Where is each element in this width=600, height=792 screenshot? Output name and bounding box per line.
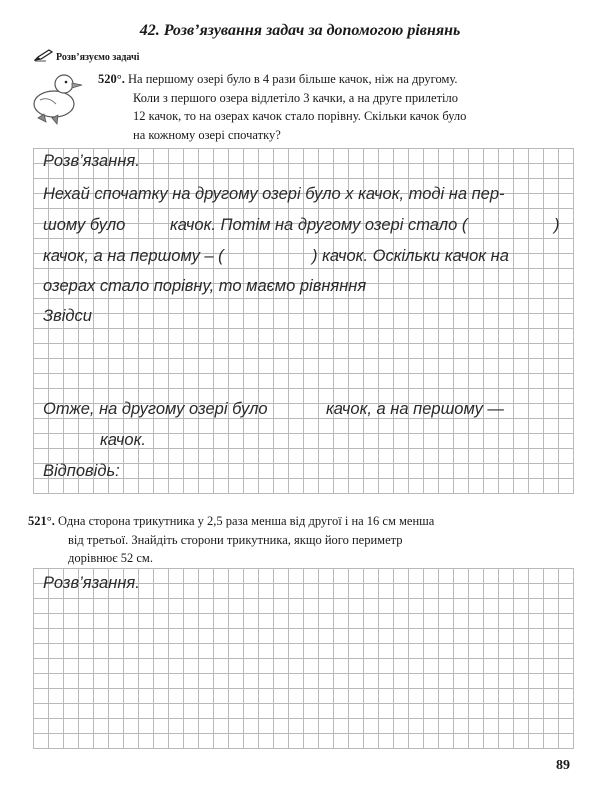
problem-line: Коли з першого озера відлетіло 3 качки, а на друге прилетіло: [133, 90, 459, 105]
problem-number: 520°.: [98, 72, 125, 86]
solution-line: качок.: [100, 431, 146, 449]
problem-line: від третьої. Знайдіть сторони трикутника, якщо його периметр: [68, 532, 403, 547]
solution-line: Нехай спочатку на другому озері було x качок, тоді на пер-: [43, 185, 505, 203]
problem-521: [28, 512, 434, 568]
page-title: 42. Розв’язування задач за допомогою рівнянь: [139, 22, 461, 39]
problem-line: 12 качок, то на озерах качок стало порівну. Скільки качок було: [133, 109, 467, 123]
solution-line: ) качок. Оскільки качок на: [312, 247, 509, 265]
pencil-icon: [34, 48, 54, 67]
solution-heading: Розв’язання.: [43, 574, 140, 592]
solution-line: шому було: [43, 216, 126, 234]
duck-illustration: [24, 68, 86, 133]
problem-number: 521°.: [28, 514, 55, 528]
solution-line: Отже, на другому озері було: [43, 400, 268, 418]
solution-line: качок, а на першому – (: [43, 247, 224, 265]
problem-line: на кожному озері спочатку?: [133, 127, 281, 142]
page-number: 89: [556, 758, 570, 773]
problem-line: На першому озері було в 4 рази більше качок, ніж на другому.: [128, 72, 458, 86]
solution-line: ): [554, 216, 560, 234]
solution-line: качок. Потім на другому озері стало (: [170, 216, 468, 234]
grid-area-521: [33, 568, 574, 749]
problem-520: [98, 70, 466, 144]
solution-line: озерах стало порівну, то маємо рівняння: [43, 277, 367, 295]
section-label: Розв’язуємо задачі: [56, 52, 140, 63]
solution-line: Звідси: [43, 307, 92, 325]
problem-line: дорівнює 52 см.: [68, 551, 153, 565]
problem-line: Одна сторона трикутника у 2,5 раза менша від другої і на 16 см менша: [58, 514, 435, 528]
solution-heading: Розв’язання.: [43, 152, 140, 170]
answer-label: Відповідь:: [43, 462, 120, 480]
solution-line: качок, а на першому —: [326, 400, 504, 418]
